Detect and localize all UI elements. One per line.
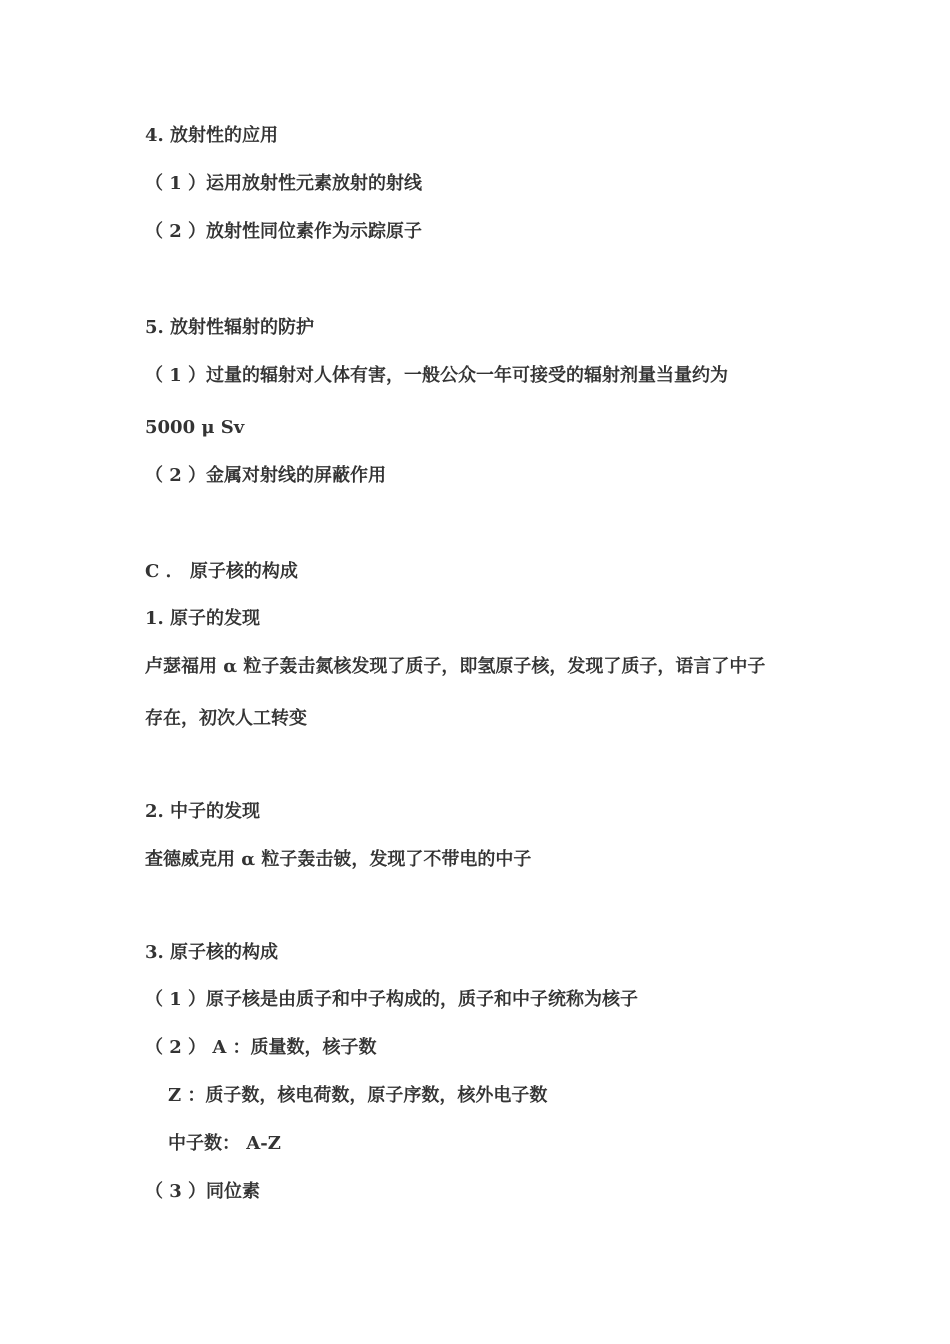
heading-nucleus-structure: 3. 原子核的构成: [145, 942, 279, 963]
list-item: （ 3 ）同位素: [145, 1181, 261, 1202]
list-subitem: 中子数： A-Z: [168, 1133, 281, 1154]
list-item: （ 1 ）运用放射性元素放射的射线: [145, 173, 423, 194]
list-item: （ 2 ）金属对射线的屏蔽作用: [145, 465, 387, 486]
section-heading-nucleus-composition: C ． 原子核的构成: [145, 561, 298, 582]
list-item: （ 1 ）过量的辐射对人体有害，一般公众一年可接受的辐射剂量当量约为: [145, 365, 729, 386]
paragraph-line: 卢瑟福用 α 粒子轰击氮核发现了质子，即氢原子核，发现了质子，语言了中子: [145, 656, 766, 677]
text-line: 5000 μ Sv: [145, 417, 245, 438]
heading-radioactivity-applications: 4. 放射性的应用: [145, 125, 279, 146]
heading-discovery-of-proton: 1. 原子的发现: [145, 608, 261, 629]
paragraph-line: 存在，初次人工转变: [145, 708, 307, 729]
paragraph-line: 查德威克用 α 粒子轰击铍，发现了不带电的中子: [145, 849, 532, 870]
list-item: （ 2 ） A ：质量数，核子数: [145, 1037, 377, 1058]
heading-discovery-of-neutron: 2. 中子的发现: [145, 801, 261, 822]
heading-radiation-protection: 5. 放射性辐射的防护: [145, 317, 315, 338]
list-item: （ 2 ）放射性同位素作为示踪原子: [145, 221, 423, 242]
list-subitem: Z ：质子数，核电荷数，原子序数，核外电子数: [168, 1085, 548, 1106]
list-item: （ 1 ）原子核是由质子和中子构成的，质子和中子统称为核子: [145, 989, 639, 1010]
